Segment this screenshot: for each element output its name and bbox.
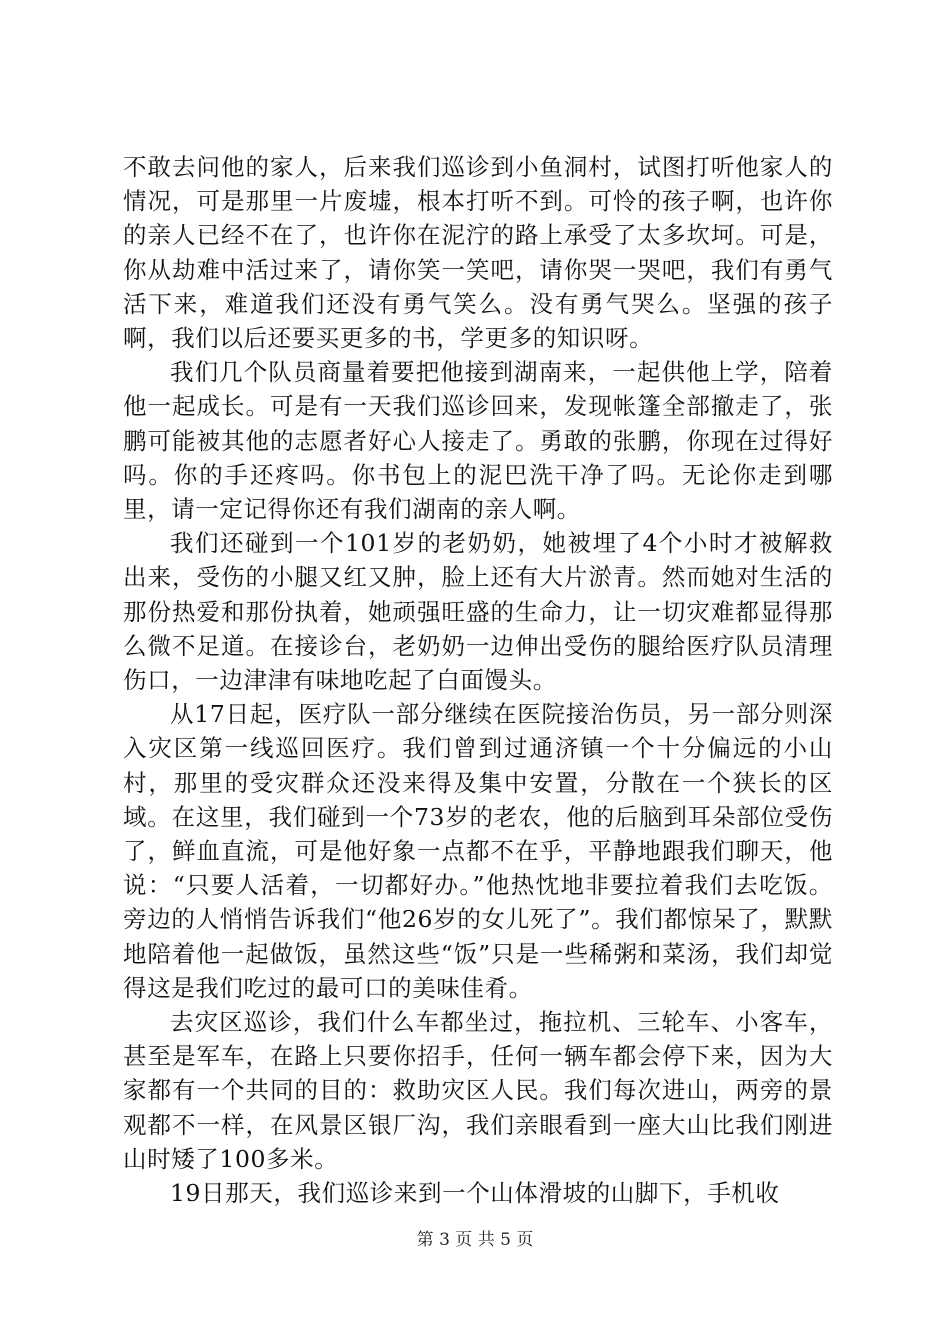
paragraph-2: 我们几个队员商量着要把他接到湖南来，一起供他上学，陪着他一起成长。可是有一天我们巡诊回来，发现帐篷全部撤走了，张鹏可能被其他的志愿者好心人接走了。勇敢的张鹏，你现在过得好吗。你的手还疼吗。你书包上的泥巴洗干净了吗。无论你走到哪里，请一定记得你还有我们湖南的亲人啊。 xyxy=(123,358,833,524)
paragraph-5: 去灾区巡诊，我们什么车都坐过，拖拉机、三轮车、小客车，甚至是军车，在路上只要你招手，任何一辆车都会停下来，因为大家都有一个共同的目的：救助灾区人民。我们每次进山，两旁的景观都不一样，在风景区银厂沟，我们亲眼看到一座大山比我们刚进山时矮了100多米。 xyxy=(123,1008,833,1173)
paragraph-1: 不敢去问他的家人，后来我们巡诊到小鱼洞村，试图打听他家人的情况，可是那里一片废墟，根本打听不到。可怜的孩子啊，也许你的亲人已经不在了，也许你在泥泞的路上承受了太多坎坷。可是，你从劫难中活过来了，请你笑一笑吧，请你哭一哭吧，我们有勇气活下来，难道我们还没有勇气笑么。没有勇气哭么。坚强的孩子啊，我们以后还要买更多的书，学更多的知识呀。 xyxy=(123,153,833,353)
page-number-label: 第 3 页 共 5 页 xyxy=(416,1230,534,1250)
paragraph-4: 从17日起，医疗队一部分继续在医院接治伤员，另一部分则深入灾区第一线巡回医疗。我们曾到过通济镇一个十分偏远的小山村，那里的受灾群众还没来得及集中安置，分散在一个狭长的区域。在这里，我们碰到一个73岁的老农，他的后脑到耳朵部位受伤了，鲜血直流，可是他好象一点都不在乎，平静地跟我们聊天，他说：“只要人活着，一切都好办。”他热忱地非要拉着我们去吃饭。旁边的人悄悄告诉我们“他26岁的女儿死了”。我们都惊呆了，默默地陪着他一起做饭，虽然这些“饭”只是一些稀粥和菜汤，我们却觉得这是我们吃过的最可口的美味佳肴。 xyxy=(123,700,833,1002)
paragraph-6: 19日那天，我们巡诊来到一个山体滑坡的山脚下，手机收 xyxy=(170,1179,780,1208)
paragraph-3: 我们还碰到一个101岁的老奶奶，她被埋了4个小时才被解救出来，受伤的小腿又红又肿，脸上还有大片淤青。然而她对生活的那份热爱和那份执着，她顽强旺盛的生命力，让一切灾难都显得那么微不足道。在接诊台，老奶奶一边伸出受伤的腿给医疗队员清理伤口，一边津津有味地吃起了白面馒头。 xyxy=(123,529,833,695)
page-footer xyxy=(0,1225,950,1250)
document-body xyxy=(123,150,833,1210)
